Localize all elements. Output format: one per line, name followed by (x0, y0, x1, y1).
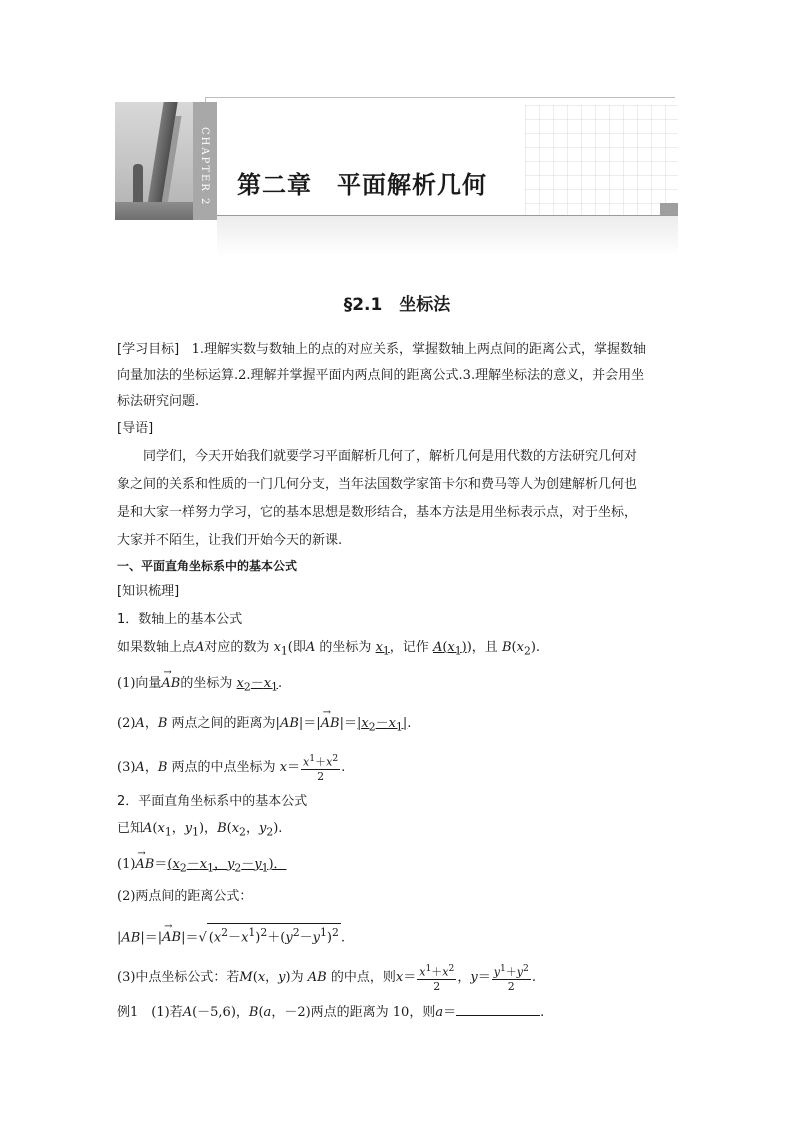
formula-plane-distance: |AB|＝|→ AB|＝√ $(x^2-x^1)^2+(y^2-y^1)^2$ . (117, 923, 345, 947)
chapter-title: 第二章 平面解析几何 (237, 171, 487, 199)
objectives-line: 向量加法的坐标运算.2.理解并掌握平面内两点间的距离公式.3.理解坐标法的意义，并会用坐 (117, 368, 645, 383)
example-1: 例1 (1)若A(－5,6)，B(a，－2)两点的距离为 10，则a＝ . (117, 1005, 545, 1020)
formula-plane-midpoint: (3)中点坐标公式：若M(x，y)为 AB 的中点，则x＝ $\frac{x^1+x^2}{2}$ ，y＝ $\frac{y^1+y^2}{2}$ . (117, 963, 536, 993)
monument-photo (115, 102, 193, 220)
objectives-tag: [学习目标] (117, 342, 180, 357)
intro-line: 是和大家一样努力学习，它的基本思想是数形结合，基本方法是用坐标表示点，对于坐标， (117, 505, 638, 520)
chapter-banner (115, 97, 678, 260)
knowledge-tag: [知识梳理] (117, 584, 180, 599)
objectives-line: 标法研究问题. (117, 394, 200, 409)
banner-grid-decoration (525, 105, 678, 223)
formula-midpoint: (3)A，B 两点的中点坐标为 x＝ $\frac{x^1+x^2}{2}$ . (117, 753, 346, 783)
chapter-label: CHAPTER 2 (199, 127, 210, 207)
corner-block (660, 203, 678, 215)
subheading-plane: 2．平面直角坐标系中的基本公式 (117, 794, 308, 809)
subheading-number-line: 1．数轴上的基本公式 (117, 612, 243, 627)
distance-formula-label: (2)两点间的距离公式： (117, 889, 253, 904)
objectives-line: [学习目标] 1.理解实数与数轴上的点的对应关系，掌握数轴上两点间的距离公式，掌握数轴 (117, 342, 646, 357)
formula-distance: (2)A，B 两点之间的距离为$|AB|=|\to AB|=|x_2-x_1|$. (117, 715, 411, 737)
intro-line: 同学们，今天开始我们就要学习平面解析几何了，解析几何是用代数的方法研究几何对 (143, 449, 638, 464)
answer-blank[interactable] (456, 1003, 540, 1016)
part-heading: 一、平面直角坐标系中的基本公式 (117, 559, 298, 573)
formula-plane-vector: $(1)\to AB=(x_2-x_1$，$y_2-y_1$)． (117, 856, 287, 878)
banner-shadow (217, 216, 678, 256)
banner-frame-line (205, 97, 675, 98)
section-title: §2.1 坐标法 (343, 295, 451, 315)
known-points: 已知$A(x_1$，$y_1$)，$B(x_2$，$y_2$). (117, 821, 283, 839)
formula-vector: (1)向量→ AB的坐标为 $x_2-x_1$. (117, 675, 282, 697)
intro-line: 象之间的关系和性质的一门几何分支，当年法国数学家笛卡尔和费马等人为创建解析几何也 (117, 477, 638, 492)
definition-line: 如果数轴上点A对应的数为 $x_1$(即A 的坐标为 $x_1$，记作 $A(x_1)$)，且 $B(x_2)$. (117, 640, 541, 658)
intro-tag: [导语] (117, 421, 154, 436)
intro-line: 大家并不陌生，让我们开始今天的新课. (117, 533, 343, 548)
